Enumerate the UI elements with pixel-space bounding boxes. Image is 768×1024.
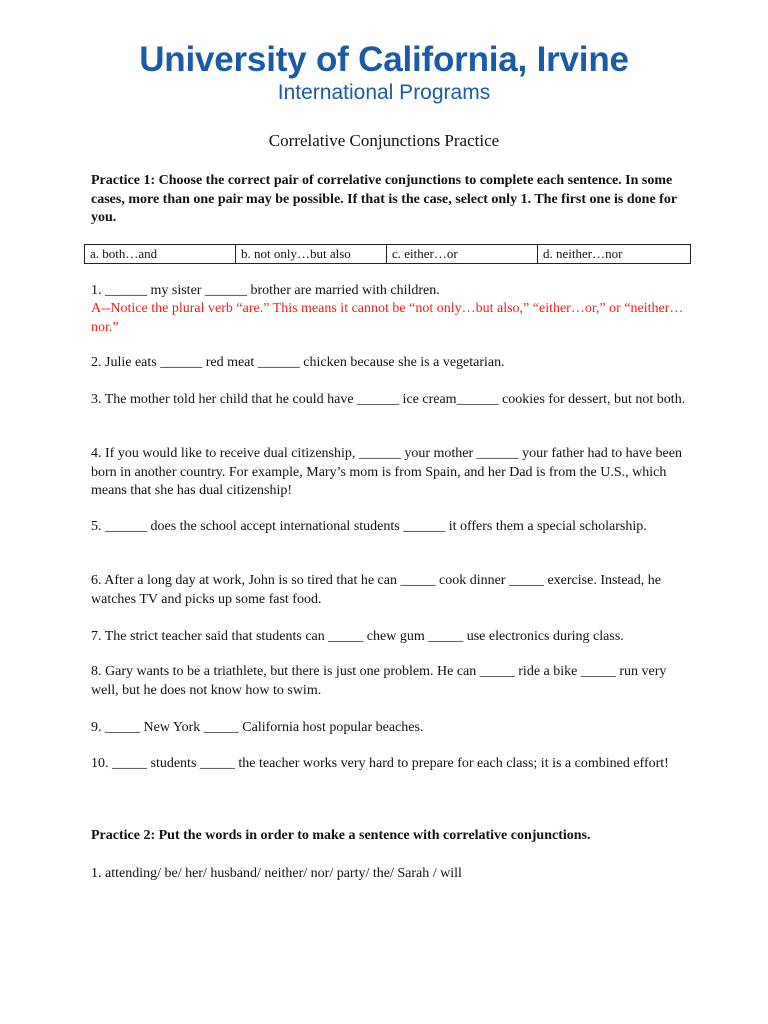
question-2: 2. Julie eats ______ red meat ______ chicken because she is a vegetarian.	[91, 355, 505, 370]
university-name: University of California, Irvine	[139, 40, 629, 79]
option-c: c. either…or	[387, 245, 538, 264]
question-6: 6. After a long day at work, John is so tired that he can _____ cook dinner _____ exercise. Instead, he watches TV and picks up some fast food.	[91, 573, 661, 607]
option-d: d. neither…nor	[538, 245, 691, 264]
practice2-item-1: 1. attending/ be/ her/ husband/ neither/ nor/ party/ the/ Sarah / will	[91, 866, 462, 881]
option-a: a. both…and	[85, 245, 236, 264]
conjunction-options-table	[84, 244, 691, 264]
document-header	[0, 38, 768, 106]
question-4: 4. If you would like to receive dual citizenship, ______ your mother ______ your father had to have been born in another country. For example, Mary’s mom is from Spain, and her Dad is from the U.S., which means that she has dual citizenship!	[91, 446, 682, 498]
program-name: International Programs	[277, 81, 491, 104]
options-row	[85, 245, 691, 264]
practice2-instructions: Practice 2: Put the words in order to make a sentence with correlative conjunctions.	[91, 828, 591, 843]
question-7: 7. The strict teacher said that students can _____ chew gum _____ use electronics during class.	[91, 629, 624, 644]
question-3: 3. The mother told her child that he could have ______ ice cream______ cookies for dessert, but not both.	[91, 392, 686, 407]
question-8: 8. Gary wants to be a triathlete, but there is just one problem. He can _____ ride a bike _____ run very well, but he does not know how to swim.	[91, 664, 667, 698]
practice1-instructions: Practice 1: Choose the correct pair of correlative conjunctions to complete each sentence. In some cases, more than one pair may be possible. If that is the case, select only 1. The first one is done for you.	[91, 173, 677, 225]
question-9: 9. _____ New York _____ California host popular beaches.	[91, 720, 424, 735]
question-5: 5. ______ does the school accept international students ______ it offers them a special scholarship.	[91, 519, 647, 534]
page-title: Correlative Conjunctions Practice	[268, 131, 500, 150]
option-b: b. not only…but also	[236, 245, 387, 264]
example-note: A--Notice the plural verb “are.” This means it cannot be “not only…but also,” “either…or,” or “neither…nor.”	[91, 301, 684, 335]
question-1: 1. ______ my sister ______ brother are married with children.	[91, 283, 440, 298]
question-10: 10. _____ students _____ the teacher works very hard to prepare for each class; it is a combined effort!	[91, 756, 669, 771]
